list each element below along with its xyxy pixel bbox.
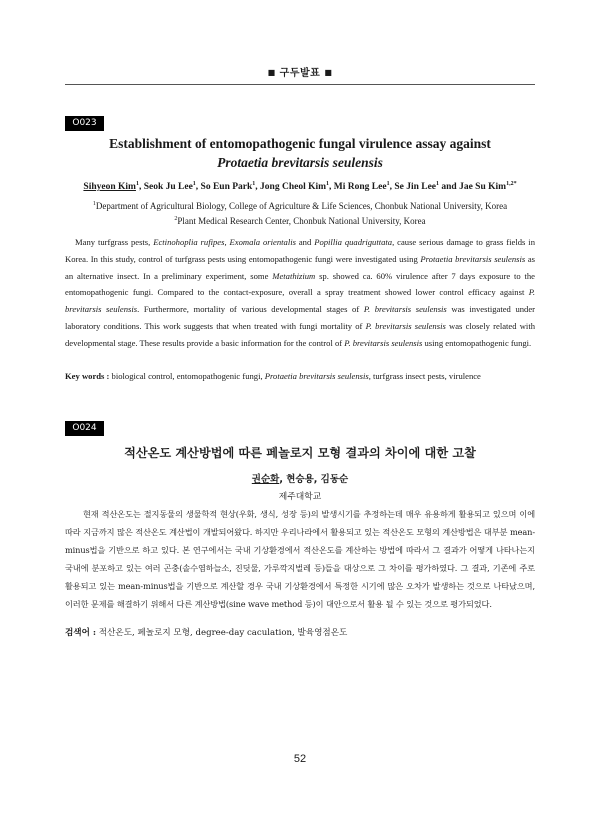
affiliation-marker: 2 — [174, 215, 178, 222]
species-name: Ectinohoplia rufipes — [153, 237, 225, 247]
paper-title: 적산온도 계산방법에 따른 페놀로지 모형 결과의 차이에 대한 고찰 — [124, 446, 476, 460]
abstract-body: 현재 적산온도는 절지동물의 생물학적 현상(우화, 생식, 성장 등)의 발생시기를 추정하는데 매우 유용하게 활용되고 있으며 이에 따라 지금까지 많은 적산온도 계산법이 개발되어왔다. 하지만 우리나라에서 활용되고 있는 적산온도 모형의 계산방법은 대부분 mean-minus법을 기반으로 하고 있다. 본 연구에서는 국내 기상환경에서 적산온도를 계산하는 방법에 따라서 그 결과가 어떻게 나타나는지 국내에 분포하고 있는 여러 곤충(솔수염하늘소, 진딧물, 가루깍지벌레 등)들을 대상으로 그 차이를 평가하였다. 그 결과, 기존에 주로 활용되고 있는 mean-minus법을 기반으로 계산할 경우 국내 기상환경에서 특정한 시기에 많은 오차가 발생하는 것으로 나타났으며, 이러한 문제를 해결하기 위해서 다른 계산방법(sine wave method 등)이 대안으로서 활용 될 수 있는 것으로 평가되었다. — [65, 509, 535, 610]
author-affiliation-marker: 1,2* — [506, 181, 517, 187]
keywords-label: Key words : — [65, 371, 110, 381]
affiliations — [65, 198, 535, 227]
species-name: Popillia quadriguttata — [314, 237, 393, 247]
species-name: P. brevitarsis seulensis — [363, 304, 447, 315]
paper-title-line: Establishment of entomopathogenic fungal virulence assay against — [109, 136, 491, 151]
keywords — [65, 369, 535, 383]
co-authors: , 현승용, 김동순 — [279, 474, 349, 485]
author-affiliation-marker: 1 — [326, 181, 330, 187]
author-name: Se Jin Lee — [394, 182, 437, 193]
author-affiliation-marker: 1 — [386, 181, 390, 187]
author-name: Mi Rong Lee — [333, 182, 387, 193]
author-affiliation-marker: 1 — [436, 181, 440, 187]
affiliation-marker: 1 — [92, 201, 96, 207]
author-name: Jae Su Kim — [459, 182, 507, 193]
author-name: Jong Cheol Kim — [260, 182, 327, 193]
author-name: Seok Ju Lee — [143, 182, 193, 193]
species-name: P. brevitarsis seulensis — [365, 320, 446, 331]
affiliation-line: $^1$Department of Agricultural Biology, College of Agriculture & Life Sciences, Chonbuk National University, Korea — [92, 201, 508, 211]
section-title: 구두발표 — [279, 68, 321, 79]
presenting-author: 권순화 — [251, 474, 280, 485]
species-name: P. brevitarsis seulensis — [65, 287, 535, 315]
abstract-body: Many turfgrass pests, Ectinohoplia rufipes, Exomala orientalis and Popillia quadriguttata, cause serious damage to grass fields in Korea. In this study, control of turfgrass pests using entomopathogenic fungi were investigated using Protaetia brevitarsis seulensis as an alternative insect. In a preliminary experiment, some Metathizium sp. showed ca. 60% virulence after 7 days exposure to the entomopathogenic fungi. Compared to the contact-exposure, overall a spray treatment showed lower control efficacy against P. brevitarsis seulensis. Furthermore, mortality of various developmental stages of P. brevitarsis seulensis was investigated under laboratory conditions. This work suggests that when treated with fungi mortality of P. brevitarsis seulensis was closely related with developmental stage. These results provide a basic information for the control of P. brevitarsis seulensis using entomopathogenic fungi. — [65, 237, 536, 348]
species-name: Protaetia brevitarsis seulensis — [264, 371, 369, 381]
species-name: Protaetia brevitarsis seulensis — [420, 253, 526, 264]
paper-title-species: Protaetia brevitarsis seulensis — [217, 155, 383, 170]
paper-code-badge: O023 — [65, 116, 104, 131]
paper-code-badge: O024 — [65, 421, 104, 436]
author-affiliation-marker: 1 — [252, 181, 256, 187]
author-list: Sihyeon Kim$^1$, Seok Ju Lee$^1$, So Eun Park$^1$, Jong Cheol Kim$^1$, Mi Rong Lee$^1$, Se Jin Lee$^1$ and Jae Su Kim$^{1,2*}$ — [83, 181, 517, 193]
affiliation-line: $^2$Plant Medical Research Center, Chonbuk National University, Korea — [174, 215, 426, 226]
author-affiliation-marker: 1 — [135, 181, 139, 187]
keywords — [65, 625, 535, 641]
presenting-author: Sihyeon Kim — [83, 182, 136, 193]
header-divider — [65, 84, 535, 85]
species-name: Exomala orientalis — [229, 237, 296, 247]
keywords-text: biological control, entomopathogenic fungi, Protaetia brevitarsis seulensis, turfgrass insect pests, virulence — [109, 371, 481, 381]
section-header — [0, 64, 600, 79]
keywords-text: 적산온도, 페놀로지 모형, degree-day caculation, 발육영점온도 — [96, 628, 348, 638]
species-name: P. brevitarsis seulensis — [344, 337, 423, 348]
author-list — [65, 471, 535, 485]
affiliation: 제주대학교 — [278, 492, 322, 502]
square-bullet-icon: ■ — [324, 68, 333, 77]
species-name: Metathizium — [272, 270, 316, 281]
author-name: So Eun Park — [200, 182, 253, 193]
keywords-label: 검색어 : — [65, 628, 97, 638]
paper-title — [65, 134, 535, 172]
square-bullet-icon: ■ — [267, 68, 276, 77]
page-number: 52 — [293, 753, 307, 765]
author-affiliation-marker: 1 — [192, 181, 196, 187]
